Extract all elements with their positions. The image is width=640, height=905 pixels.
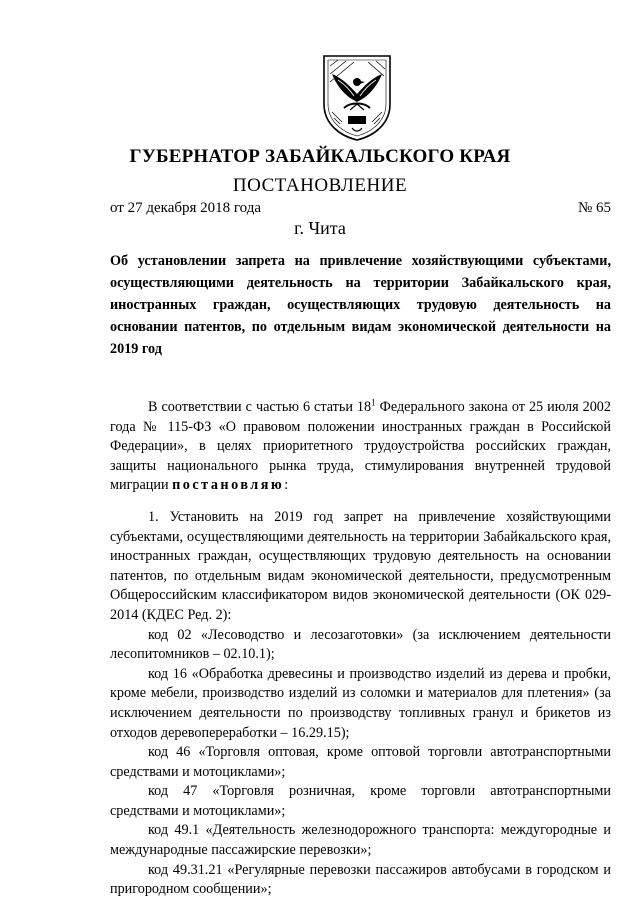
code-paragraph: код 16 «Обработка древесины и производство изделий из дерева и пробки, кроме мебели, производство изделий из соломки и материалов для плетения» (за исключением деятельности по производству топливных гранул и брикетов из отходов деревопереработки – 16.29.15); <box>110 665 611 741</box>
decree-word: постановляю <box>172 477 285 494</box>
document-type: ПОСТАНОВЛЕНИЕ <box>232 175 408 196</box>
clause-paragraph: 1. Установить на 2019 год запрет на привлечение хозяйствующими субъектами, осуществляющими деятельность на территории Забайкальского края, иностранных граждан, осуществляющих трудовую деятельность на основании патентов, по отдельным видам экономической деятельности, предусмотренным Общероссийским классификатором видов экономической деятельности (ОК 029-2014 (КДЕС Ред. 2): <box>110 508 611 623</box>
document-city: г. Чита <box>294 218 346 238</box>
code-paragraph: код 49.1 «Деятельность железнодорожного транспорта: междугородные и международные пассажирские перевозки»; <box>110 822 611 859</box>
article-superscript: 1 <box>371 397 376 408</box>
code-paragraph: код 49.31.21 «Регулярные перевозки пассажиров автобусами в городском и пригородном сообщении»; <box>110 861 611 898</box>
document-subject: Об установлении запрета на привлечение хозяйствующими субъектами, осуществляющими деятельность на территории Забайкальского края, иностранных граждан, осуществляющих трудовую деятельность на основании патентов, по отдельным видам экономической деятельности на 2019 год <box>110 253 611 357</box>
preamble-paragraph <box>110 398 611 496</box>
issuing-authority: ГУБЕРНАТОР ЗАБАЙКАЛЬСКОГО КРАЯ <box>129 146 511 167</box>
document-body <box>110 398 611 900</box>
document-date: от 27 декабря 2018 года <box>110 200 262 216</box>
preamble-part2: Федерального закона от 25 июля 2002 года № 115-ФЗ «О правовом положении иностранных граждан в Российской Федерации», в целях приоритетного трудоустройства российских граждан, защиты национального рынка труда, стимулирования внутренней трудовой миграции <box>110 399 611 494</box>
coat-of-arms-emblem <box>318 52 396 142</box>
preamble-part1: В соответствии с частью 6 статьи 18 <box>148 399 372 415</box>
code-paragraph: код 46 «Торговля оптовая, кроме оптовой торговли автотранспортными средствами и мотоциклами»; <box>110 744 611 780</box>
code-paragraph: код 47 «Торговля розничная, кроме торговли автотранспортными средствами и мотоциклами»; <box>110 783 611 819</box>
code-paragraph: код 02 «Лесоводство и лесозаготовки» (за исключением деятельности лесопитомников – 02.10.1); <box>110 626 611 663</box>
document-number: № 65 <box>578 200 612 216</box>
preamble-end: : <box>284 477 289 494</box>
